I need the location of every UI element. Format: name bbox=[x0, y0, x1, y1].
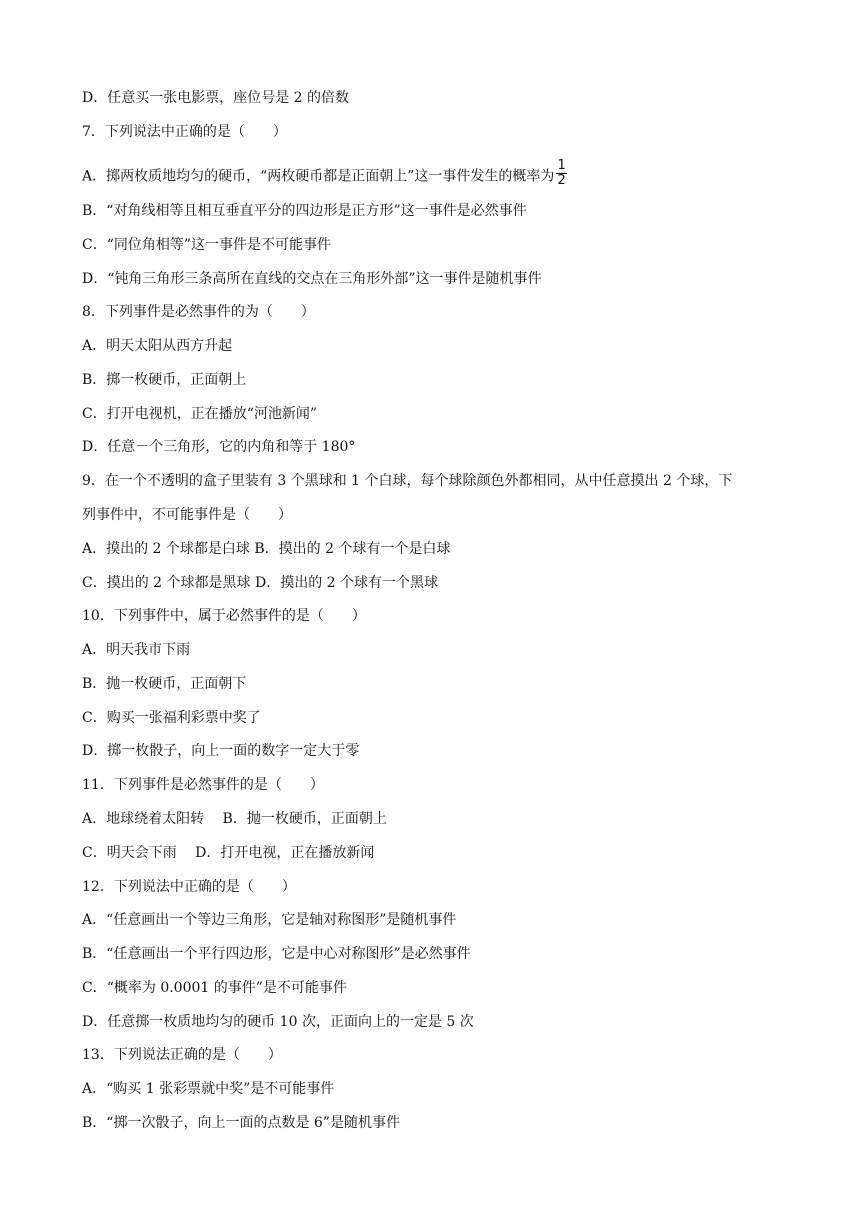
q12-option-b: B．“任意画出一个平行四边形，它是中心对称图形”是必然事件 bbox=[82, 946, 471, 962]
q9-stem-line-2: 列事件中，不可能事件是（ ） bbox=[82, 507, 292, 523]
q11-stem: 11．下列事件是必然事件的是（ ） bbox=[82, 777, 324, 793]
q12-stem: 12．下列说法中正确的是（ ） bbox=[82, 879, 296, 895]
q11-options-cd: C．明天会下雨 D．打开电视，正在播放新闻 bbox=[82, 845, 375, 861]
q9-options-cd: C．摸出的 2 个球都是黑球 D．摸出的 2 个球有一个黑球 bbox=[82, 575, 439, 591]
q10-stem: 10．下列事件中，属于必然事件的是（ ） bbox=[82, 608, 366, 624]
q12-option-a: A．“任意画出一个等边三角形，它是轴对称图形”是随机事件 bbox=[82, 912, 457, 928]
q10-option-a: A．明天我市下雨 bbox=[82, 642, 191, 658]
q7-option-a bbox=[82, 158, 567, 188]
q8-option-d: D．任意－个三角形，它的内角和等于 180° bbox=[82, 439, 356, 455]
q13-stem: 13．下列说法正确的是（ ） bbox=[82, 1047, 282, 1063]
q12-option-d: D．任意掷一枚质地均匀的硬币 10 次，正面向上的一定是 5 次 bbox=[82, 1014, 474, 1030]
q8-option-a: A．明天太阳从西方升起 bbox=[82, 338, 233, 354]
q10-option-d: D．掷一枚骰子，向上一面的数字一定大于零 bbox=[82, 743, 360, 759]
q12-option-c: C．“概率为 0.0001 的事件”是不可能事件 bbox=[82, 980, 347, 996]
q8-stem: 8．下列事件是必然事件的为（ ） bbox=[82, 304, 315, 320]
q6-option-d: D．任意买一张电影票，座位号是 2 的倍数 bbox=[82, 90, 350, 106]
q9-stem-line-1: 9．在一个不透明的盒子里装有 3 个黑球和 1 个白球，每个球除颜色外都相同，从中任意摸出 2 个球，下 bbox=[82, 473, 733, 489]
q8-option-c: C．打开电视机，正在播放“河池新闻” bbox=[82, 406, 318, 422]
q7-option-b: B．“对角线相等且相互垂直平分的四边形是正方形”这一事件是必然事件 bbox=[82, 203, 527, 219]
q13-option-b: B．“掷一次骰子，向上一面的点数是 6”是随机事件 bbox=[82, 1115, 400, 1131]
q9-options-ab: A．摸出的 2 个球都是白球 B．摸出的 2 个球有一个是白球 bbox=[82, 541, 451, 557]
q13-option-a: A．“购买 1 张彩票就中奖”是不可能事件 bbox=[82, 1081, 335, 1097]
q10-option-c: C．购买一张福利彩票中奖了 bbox=[82, 710, 261, 726]
fraction-one-half bbox=[556, 159, 566, 188]
q10-option-b: B．抛一枚硬币，正面朝下 bbox=[82, 676, 247, 692]
fraction-denominator: 2 bbox=[557, 173, 566, 188]
q7-option-a-text: A．掷两枚质地均匀的硬币，“两枚硬币都是正面朝上”这一事件发生的概率为 bbox=[82, 168, 555, 185]
q7-option-d: D．“钝角三角形三条高所在直线的交点在三角形外部”这一事件是随机事件 bbox=[82, 271, 542, 287]
q8-option-b: B．掷一枚硬币，正面朝上 bbox=[82, 372, 247, 388]
q7-stem: 7．下列说法中正确的是（ ） bbox=[82, 124, 287, 140]
q7-option-c: C．“同位角相等”这一事件是不可能事件 bbox=[82, 237, 332, 253]
fraction-numerator: 1 bbox=[557, 158, 566, 173]
q11-options-ab: A．地球绕着太阳转 B．抛一枚硬币，正面朝上 bbox=[82, 811, 387, 827]
